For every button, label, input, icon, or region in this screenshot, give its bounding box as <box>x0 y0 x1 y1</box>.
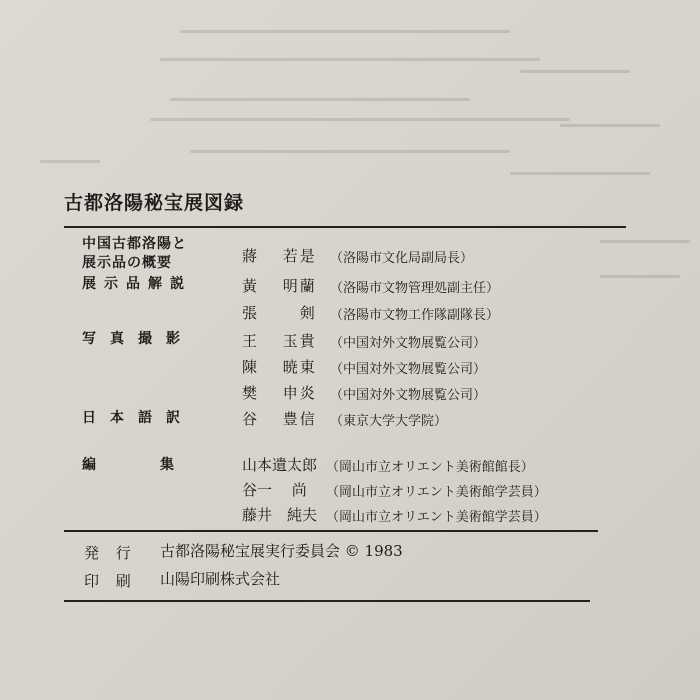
title-rule <box>64 226 626 228</box>
editors-label: 編 集 <box>82 457 186 473</box>
printer-label: 印 刷 <box>84 572 137 590</box>
editor-affiliation: （岡山市立オリエント美術館学芸員） <box>326 485 547 500</box>
credit-affiliation: （中国対外文物展覧公司） <box>330 388 487 403</box>
editor-affiliation: （岡山市立オリエント美術館学芸員） <box>326 510 547 525</box>
show-through-line <box>520 70 630 73</box>
publisher: 古都洛陽秘宝展実行委員会 © 1983 <box>160 542 403 560</box>
credit-name: 王 玉貴 <box>242 332 317 350</box>
editor-name: 谷一 尚 <box>242 481 307 499</box>
credit-affiliation: （洛陽市文物管理処副主任） <box>330 281 500 296</box>
credit-label: 中国古都洛陽と <box>82 236 187 252</box>
credit-name: 蔣 若是 <box>242 247 317 265</box>
credit-name: 陳 暁東 <box>242 358 317 376</box>
footer-top-rule <box>64 530 598 532</box>
show-through-line <box>510 172 650 175</box>
credit-label: 展示品解説 <box>82 276 192 292</box>
editor-affiliation: （岡山市立オリエント美術館館長） <box>326 460 534 475</box>
credit-affiliation: （洛陽市文物工作隊副隊長） <box>330 308 500 323</box>
credit-affiliation: （東京大学大学院） <box>330 414 448 429</box>
credit-label: 展示品の概要 <box>82 255 172 271</box>
book-title: 古都洛陽秘宝展図録 <box>64 192 245 214</box>
credit-name: 谷 豊信 <box>242 410 317 428</box>
credit-affiliation: （中国対外文物展覧公司） <box>330 362 487 377</box>
show-through-line <box>560 124 660 127</box>
publisher-label: 発 行 <box>84 544 137 562</box>
editor-name: 藤井 純夫 <box>242 506 318 524</box>
credit-affiliation: （中国対外文物展覧公司） <box>330 336 487 351</box>
show-through-line <box>160 58 540 61</box>
show-through-line <box>600 275 680 278</box>
show-through-line <box>600 240 690 243</box>
credit-label: 日本語訳 <box>82 410 194 426</box>
editor-name: 山本遺太郎 <box>242 456 318 474</box>
credit-name: 樊 申炎 <box>242 384 317 402</box>
footer-bottom-rule <box>64 600 590 602</box>
show-through-line <box>180 30 510 33</box>
credit-name: 黃 明蘭 <box>242 277 317 295</box>
show-through-line <box>170 98 470 101</box>
credit-label: 写真撮影 <box>82 331 194 347</box>
credit-affiliation: （洛陽市文化局副局長） <box>330 251 474 266</box>
show-through-line <box>150 118 570 121</box>
show-through-line <box>190 150 510 153</box>
printer: 山陽印刷株式会社 <box>160 570 281 588</box>
credit-name: 張 剣 <box>242 304 317 322</box>
show-through-line <box>40 160 100 163</box>
